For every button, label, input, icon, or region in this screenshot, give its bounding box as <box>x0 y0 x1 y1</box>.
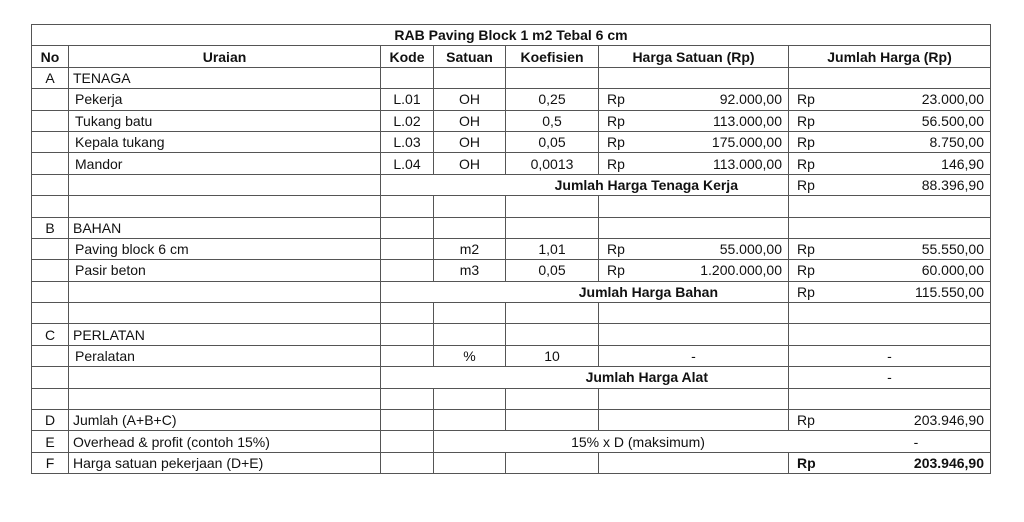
summary-label: Jumlah (A+B+C) <box>69 410 381 431</box>
item-harga: 113.000,00 <box>712 112 782 129</box>
header-koefisien: Koefisien <box>506 46 599 67</box>
item-uraian: Kepala tukang <box>69 131 381 152</box>
currency-label: Rp <box>797 155 815 172</box>
summary-label: Harga satuan pekerjaan (D+E) <box>69 452 381 473</box>
section-row-c <box>32 324 991 345</box>
item-kode: L.01 <box>381 89 434 110</box>
currency-label: Rp <box>797 91 815 108</box>
currency-label: Rp <box>797 262 815 279</box>
section-name: BAHAN <box>69 217 381 238</box>
item-uraian: Tukang batu <box>69 110 381 131</box>
section-row-a <box>32 67 991 88</box>
currency-label: Rp <box>797 134 815 151</box>
item-harga: 1.200.000,00 <box>700 262 782 279</box>
table-row <box>32 345 991 366</box>
item-harga: 92.000,00 <box>719 91 782 108</box>
section-name: PERLATAN <box>69 324 381 345</box>
currency-label: Rp <box>797 455 816 471</box>
item-satuan: OH <box>434 89 506 110</box>
item-satuan: OH <box>434 110 506 131</box>
item-koefisien: 0,25 <box>506 89 599 110</box>
item-koefisien: 0,05 <box>506 131 599 152</box>
item-koefisien: 0,5 <box>506 110 599 131</box>
table-row <box>32 131 991 152</box>
section-no: A <box>32 67 69 88</box>
subtotal-label: Jumlah Harga Tenaga Kerja <box>381 174 789 195</box>
item-koefisien: 0,0013 <box>506 153 599 174</box>
subtotal-value: 115.550,00 <box>914 283 984 300</box>
item-satuan: OH <box>434 153 506 174</box>
rab-table <box>31 24 991 474</box>
item-jumlah: 146,90 <box>941 155 984 172</box>
subtotal-value: 88.396,90 <box>921 176 984 193</box>
item-kode: L.04 <box>381 153 434 174</box>
item-harga: - <box>599 345 789 366</box>
subtotal-row-b <box>32 281 991 302</box>
header-jumlah-harga: Jumlah Harga (Rp) <box>789 46 991 67</box>
currency-label: Rp <box>607 134 625 151</box>
item-satuan: OH <box>434 131 506 152</box>
item-jumlah: 23.000,00 <box>921 91 984 108</box>
currency-label: Rp <box>607 262 625 279</box>
currency-label: Rp <box>607 91 625 108</box>
item-satuan: m3 <box>434 260 506 281</box>
item-satuan: % <box>434 345 506 366</box>
item-jumlah: - <box>789 345 991 366</box>
header-harga-satuan: Harga Satuan (Rp) <box>599 46 789 67</box>
item-uraian: Paving block 6 cm <box>69 238 381 259</box>
header-no: No <box>32 46 69 67</box>
subtotal-label: Jumlah Harga Alat <box>381 367 789 388</box>
currency-label: Rp <box>607 155 625 172</box>
summary-no: F <box>32 452 69 473</box>
table-row <box>32 89 991 110</box>
item-kode: L.02 <box>381 110 434 131</box>
item-uraian: Mandor <box>69 153 381 174</box>
spacer-row <box>32 196 991 217</box>
item-koefisien: 10 <box>506 345 599 366</box>
summary-label: Overhead & profit (contoh 15%) <box>69 431 381 452</box>
title-row <box>32 25 991 46</box>
summary-row-d <box>32 410 991 431</box>
item-kode: L.03 <box>381 131 434 152</box>
summary-no: D <box>32 410 69 431</box>
header-uraian: Uraian <box>69 46 381 67</box>
item-satuan: m2 <box>434 238 506 259</box>
table-row <box>32 260 991 281</box>
section-name: TENAGA <box>69 67 381 88</box>
currency-label: Rp <box>797 283 815 300</box>
header-row <box>32 46 991 67</box>
currency-label: Rp <box>797 412 815 429</box>
summary-formula <box>434 431 991 452</box>
item-uraian: Pekerja <box>69 89 381 110</box>
section-no: C <box>32 324 69 345</box>
summary-value: - <box>913 433 919 450</box>
item-harga: 175.000,00 <box>711 134 782 151</box>
summary-value: 203.946,90 <box>913 455 984 471</box>
item-jumlah: 8.750,00 <box>929 134 984 151</box>
header-kode: Kode <box>381 46 434 67</box>
item-harga: 55.000,00 <box>719 241 782 258</box>
summary-row-f <box>32 452 991 473</box>
summary-value: 203.946,90 <box>913 412 984 429</box>
table-title: RAB Paving Block 1 m2 Tebal 6 cm <box>32 25 991 46</box>
table-row <box>32 153 991 174</box>
item-jumlah: 56.500,00 <box>921 112 984 129</box>
item-uraian: Peralatan <box>69 345 381 366</box>
spacer-row <box>32 388 991 409</box>
currency-label: Rp <box>797 112 815 129</box>
subtotal-label: Jumlah Harga Bahan <box>381 281 789 302</box>
item-jumlah: 60.000,00 <box>921 262 984 279</box>
currency-label: Rp <box>797 176 815 193</box>
currency-label: Rp <box>797 241 815 258</box>
summary-no: E <box>32 431 69 452</box>
section-row-b <box>32 217 991 238</box>
item-uraian: Pasir beton <box>69 260 381 281</box>
item-koefisien: 1,01 <box>506 238 599 259</box>
subtotal-row-a <box>32 174 991 195</box>
section-no: B <box>32 217 69 238</box>
header-satuan: Satuan <box>434 46 506 67</box>
subtotal-value: - <box>789 367 991 388</box>
subtotal-row-c <box>32 367 991 388</box>
item-koefisien: 0,05 <box>506 260 599 281</box>
formula-text: 15% x D (maksimum) <box>571 433 705 450</box>
item-jumlah: 55.550,00 <box>921 241 984 258</box>
currency-label: Rp <box>607 112 625 129</box>
spacer-row <box>32 303 991 324</box>
item-harga: 113.000,00 <box>712 155 782 172</box>
currency-label: Rp <box>607 241 625 258</box>
table-row <box>32 238 991 259</box>
table-row <box>32 110 991 131</box>
summary-row-e <box>32 431 991 452</box>
